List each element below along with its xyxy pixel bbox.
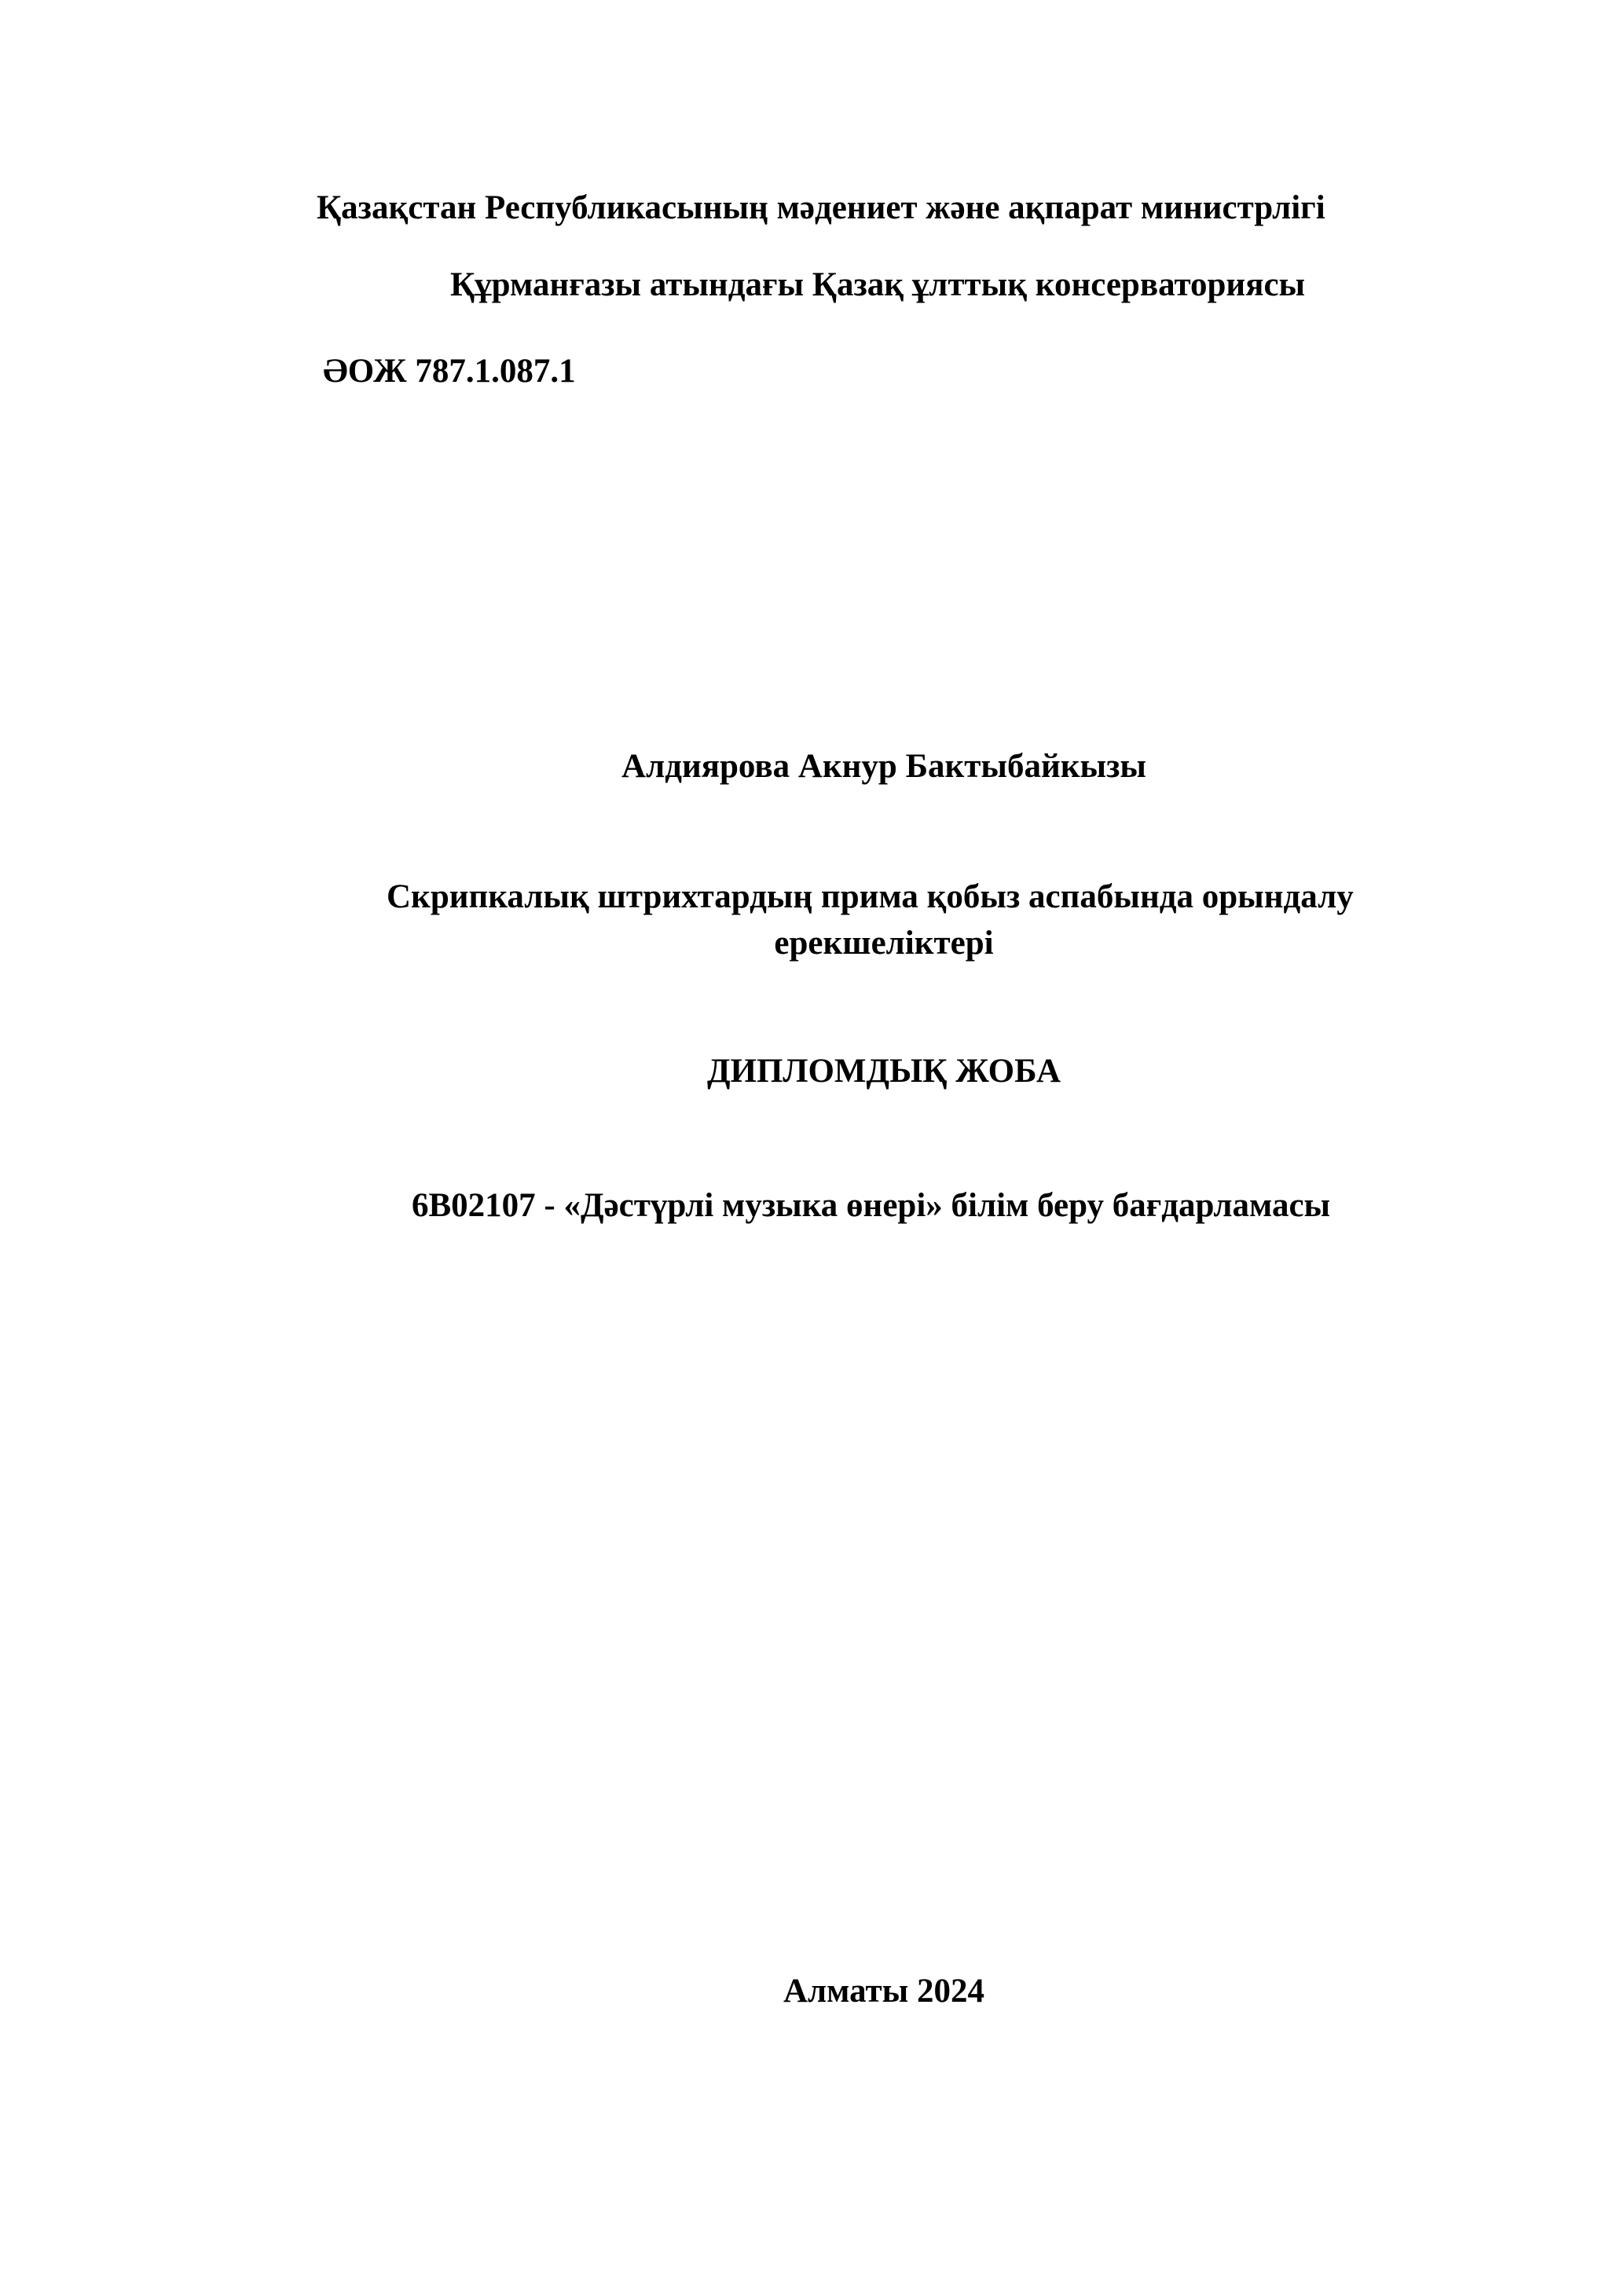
document-type: ДИПЛОМДЫҚ ЖОБА: [706, 1053, 1061, 1090]
institution-heading: Құрманғазы атындағы Қазақ ұлттық консерваториясы: [450, 266, 1306, 303]
education-program: 6В02107 - «Дәстүрлі музыка өнері» білім беру бағдарламасы: [412, 1187, 1331, 1224]
thesis-title-line-2: ерекшеліктері: [774, 925, 994, 962]
author-name: Алдиярова Акнур Бактыбайкызы: [621, 748, 1146, 785]
city-year: Алматы 2024: [783, 1973, 984, 2010]
thesis-title-line-1: Скрипкалық штрихтардың прима қобыз аспабында орындалу: [387, 878, 1354, 915]
udc-code: ӘОЖ 787.1.087.1: [323, 353, 576, 390]
ministry-heading: Қазақстан Республикасының мәдениет және ақпарат министрлігі: [317, 189, 1325, 226]
